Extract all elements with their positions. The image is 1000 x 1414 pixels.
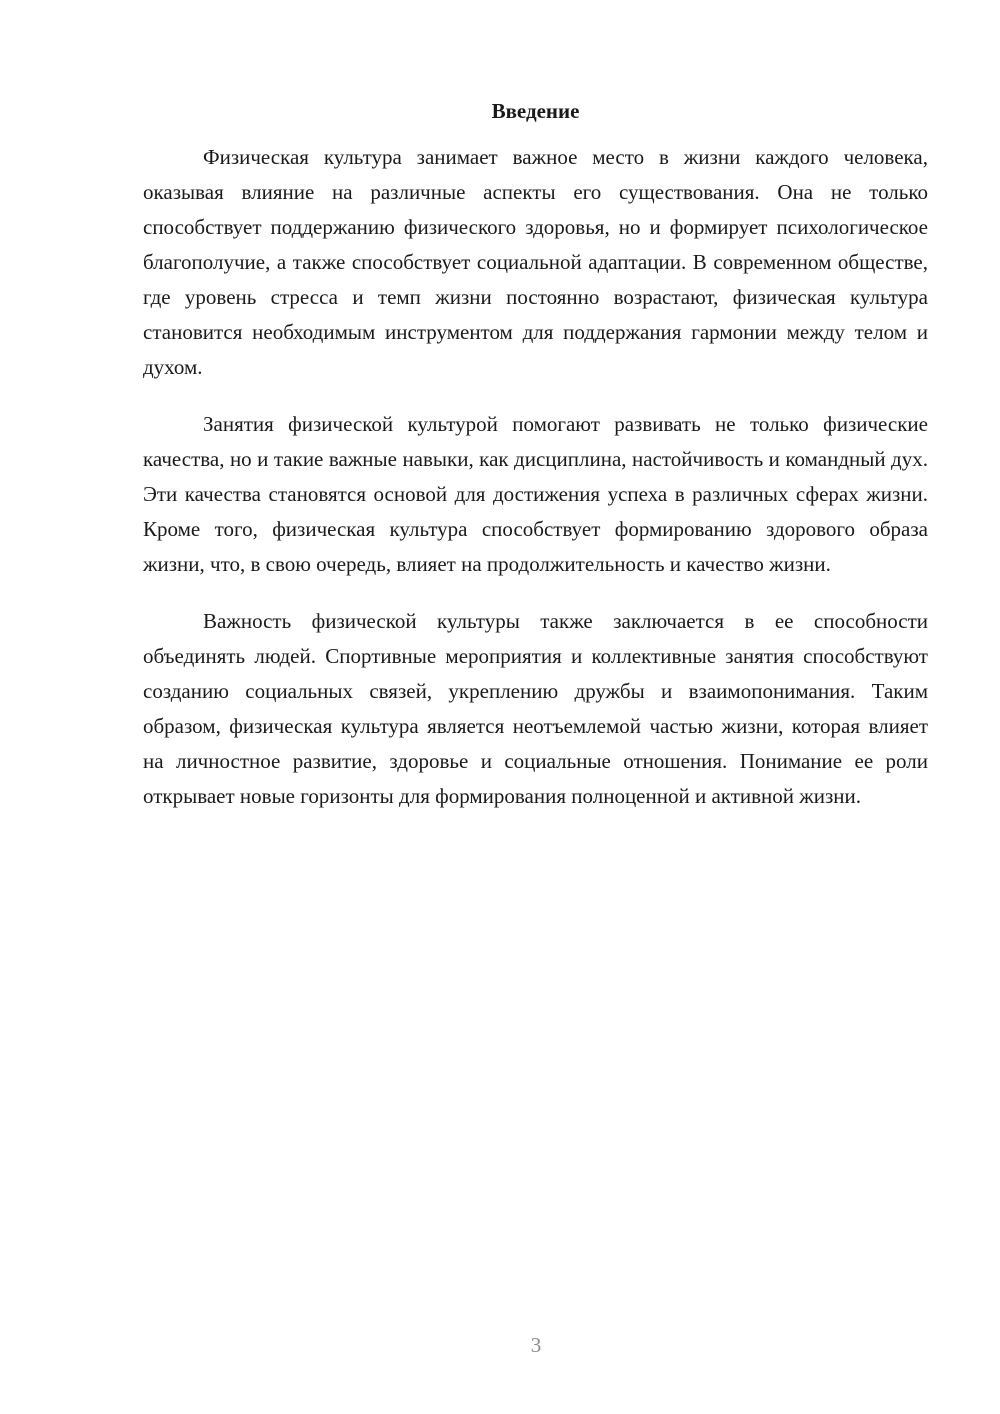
document-body	[143, 96, 928, 814]
paragraph-1: Физическая культура занимает важное место в жизни каждого человека, оказывая влияние на различные аспекты его существования. Она не только способствует поддержанию физического здоровья, но и формирует психологическое благополучие, а также способствует социальной адаптации. В современном обществе, где уровень стресса и темп жизни постоянно возрастают, физическая культура становится необходимым инструментом для поддержания гармонии между телом и духом.	[143, 145, 928, 379]
page-number: 3	[530, 1333, 542, 1357]
section-title: Введение	[491, 99, 580, 123]
paragraph-2: Занятия физической культурой помогают развивать не только физические качества, но и такие важные навыки, как дисциплина, настойчивость и командный дух. Эти качества становятся основой для достижения успеха в различных сферах жизни. Кроме того, физическая культура способствует формированию здорового образа жизни, что, в свою очередь, влияет на продолжительность и качество жизни.	[143, 412, 928, 576]
paragraph-3: Важность физической культуры также заключается в ее способности объединять людей. Спортивные мероприятия и коллективные занятия способствуют созданию социальных связей, укреплению дружбы и взаимопонимания. Таким образом, физическая культура является неотъемлемой частью жизни, которая влияет на личностное развитие, здоровье и социальные отношения. Понимание ее роли открывает новые горизонты для формирования полноценной и активной жизни.	[143, 609, 928, 808]
